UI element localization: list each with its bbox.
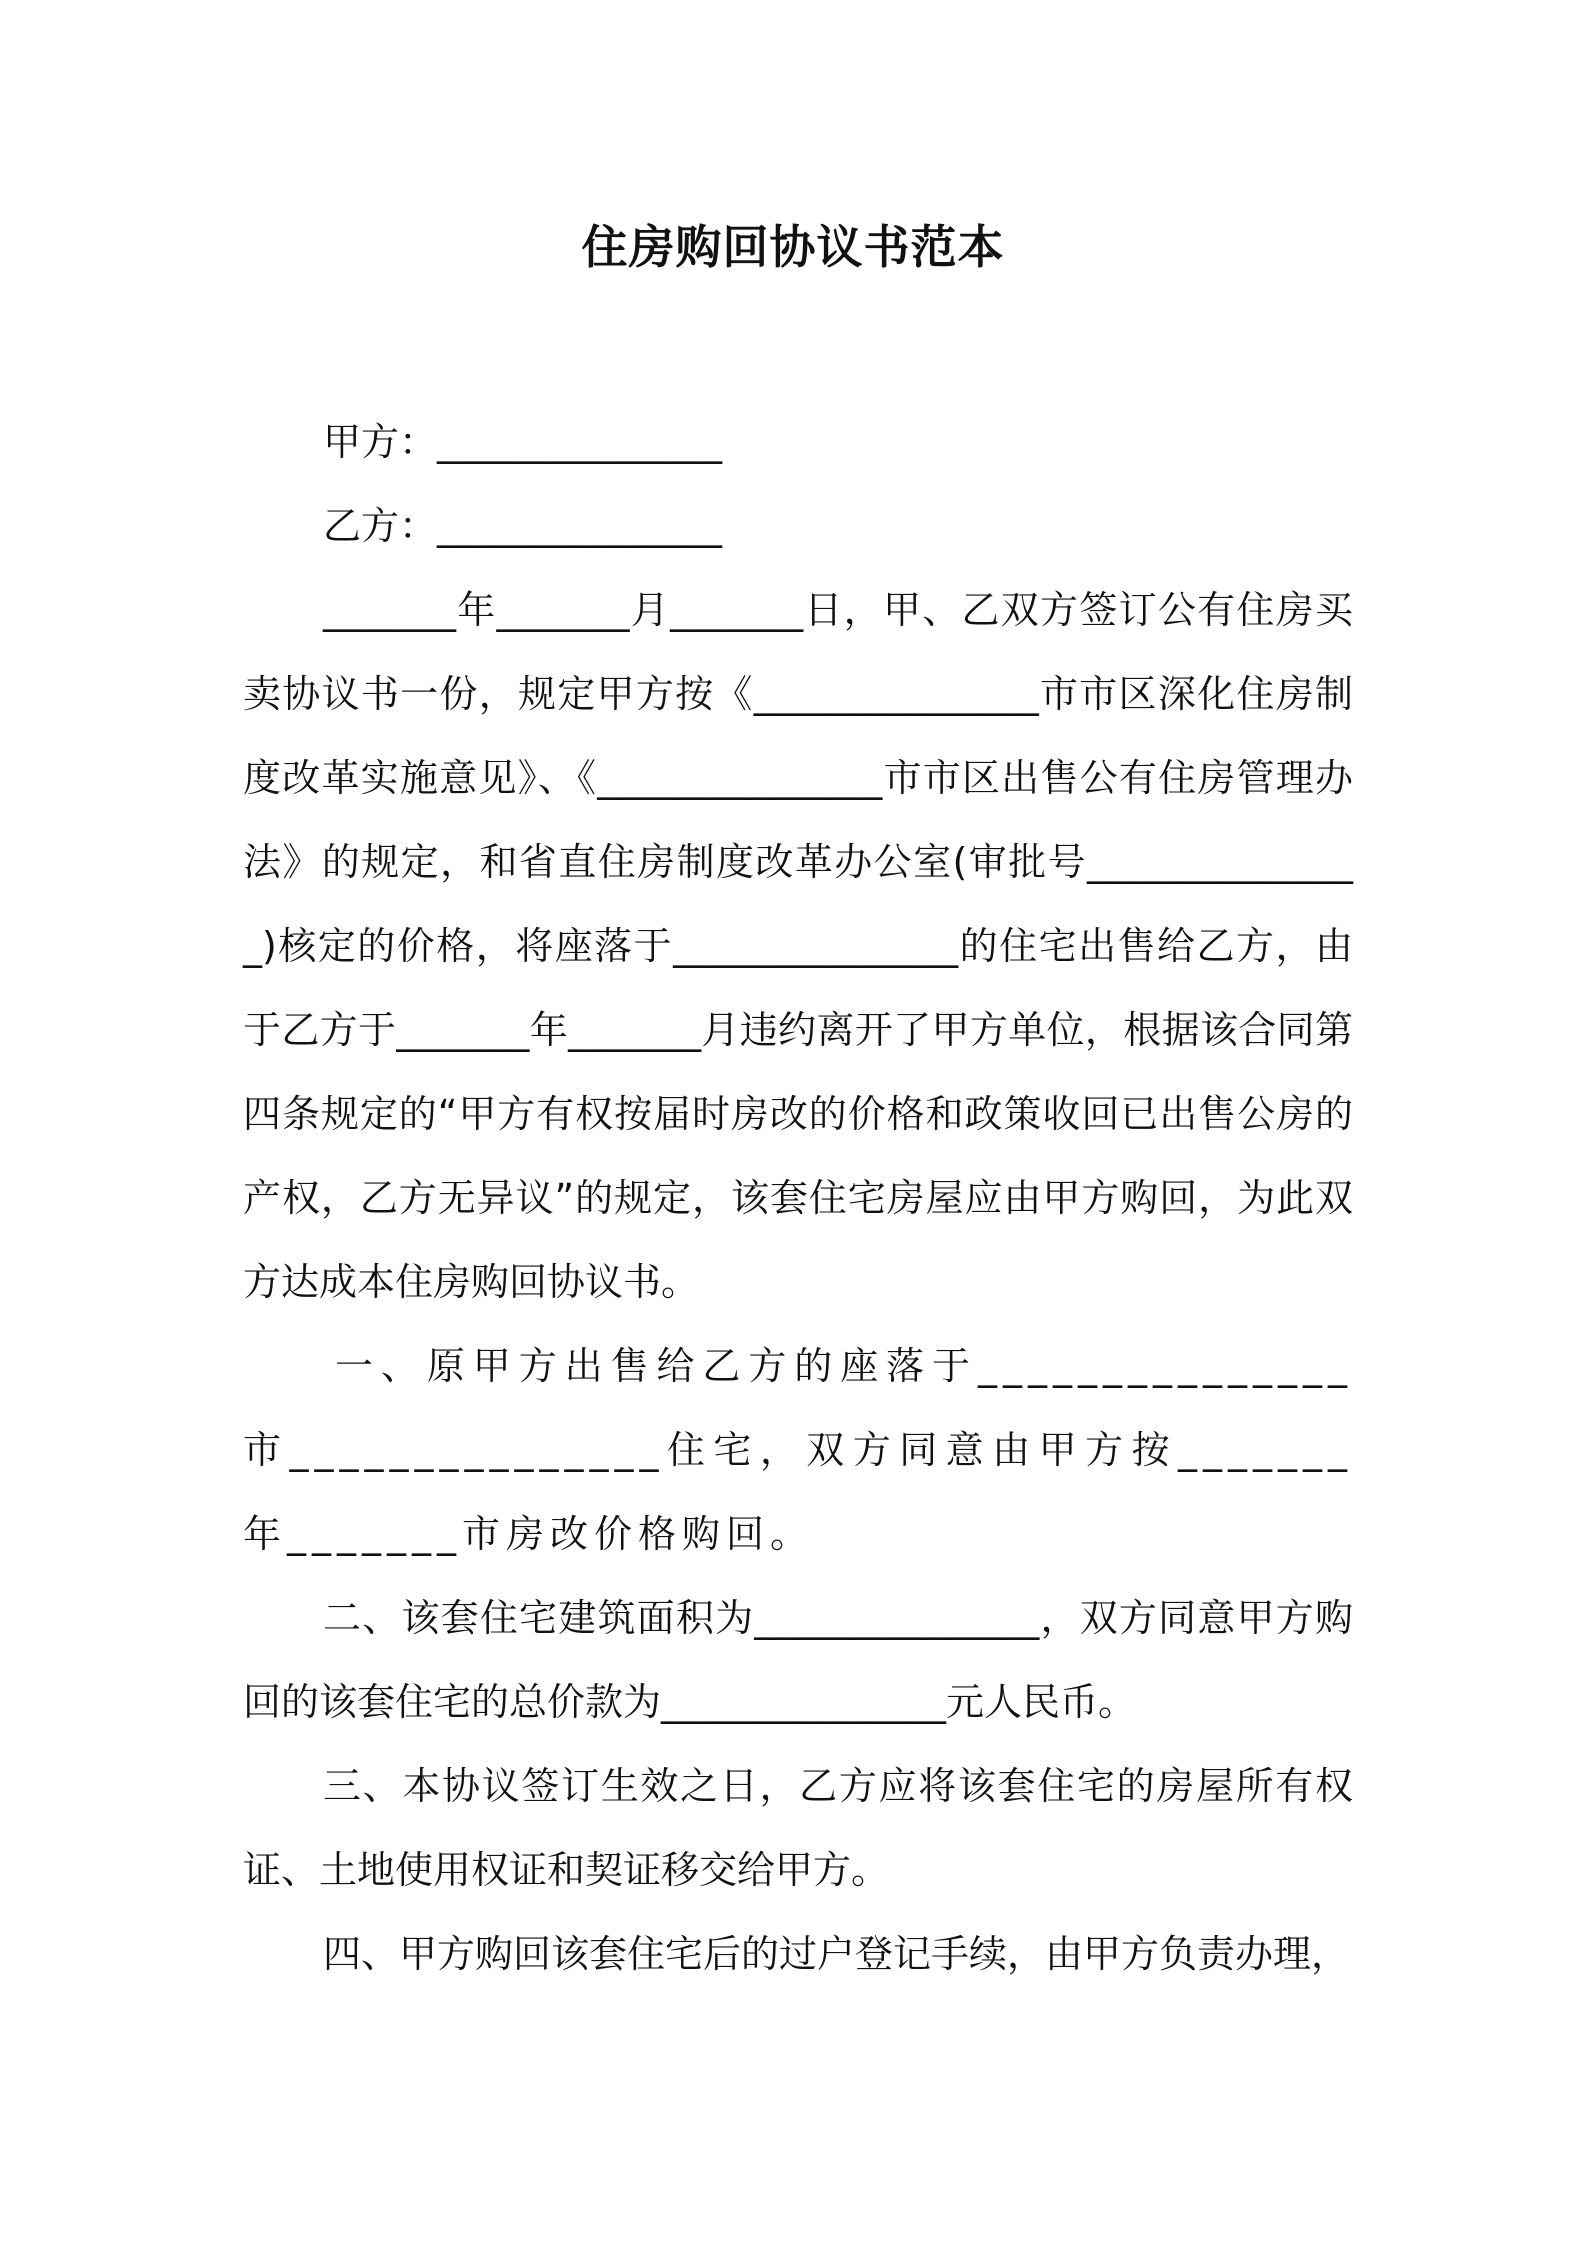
- party-b-line: 乙方：_______________: [323, 504, 723, 548]
- paragraph-clause-3: 三、本协议签订生效之日，乙方应将该套住宅的房屋所有权证、土地使用权证和契证移交给甲方。: [243, 1764, 1353, 1892]
- paragraph-preamble: _______年_______月_______日，甲、乙双方签订公有住房买卖协议书一份，规定甲方按《_______________市市区深化住房制度改革实施意见》、《_______________市市区出售公有住房管理办法》的规定，和省直住房制度改革办公室(审批号_______________)核定的价格，将座落于_______________的住宅出售给乙方，由于乙方于_______年_______月违约离开了甲方单位，根据该合同第四条规定的“甲方有权按届时房改的价格和政策收回已出售公房的产权，乙方无异议”的规定，该套住宅房屋应由甲方购回，为此双方达成本住房购回协议书。: [243, 588, 1353, 1304]
- paragraph-clause-1: 一、原甲方出售给乙方的座落于_______________市_______________住宅，双方同意由甲方按_______年_______市房改价格购回。: [243, 1344, 1353, 1556]
- document-body: [243, 400, 1353, 1996]
- paragraph-clause-4: 四、甲方购回该套住宅后的过户登记手续，由甲方负责办理，: [323, 1932, 1350, 1976]
- paragraph-clause-2: 二、该套住宅建筑面积为_______________，双方同意甲方购回的该套住宅的总价款为_______________元人民币。: [243, 1596, 1353, 1724]
- party-a-line: 甲方：_______________: [323, 420, 723, 464]
- document-title: 住房购回协议书范本: [581, 220, 1005, 274]
